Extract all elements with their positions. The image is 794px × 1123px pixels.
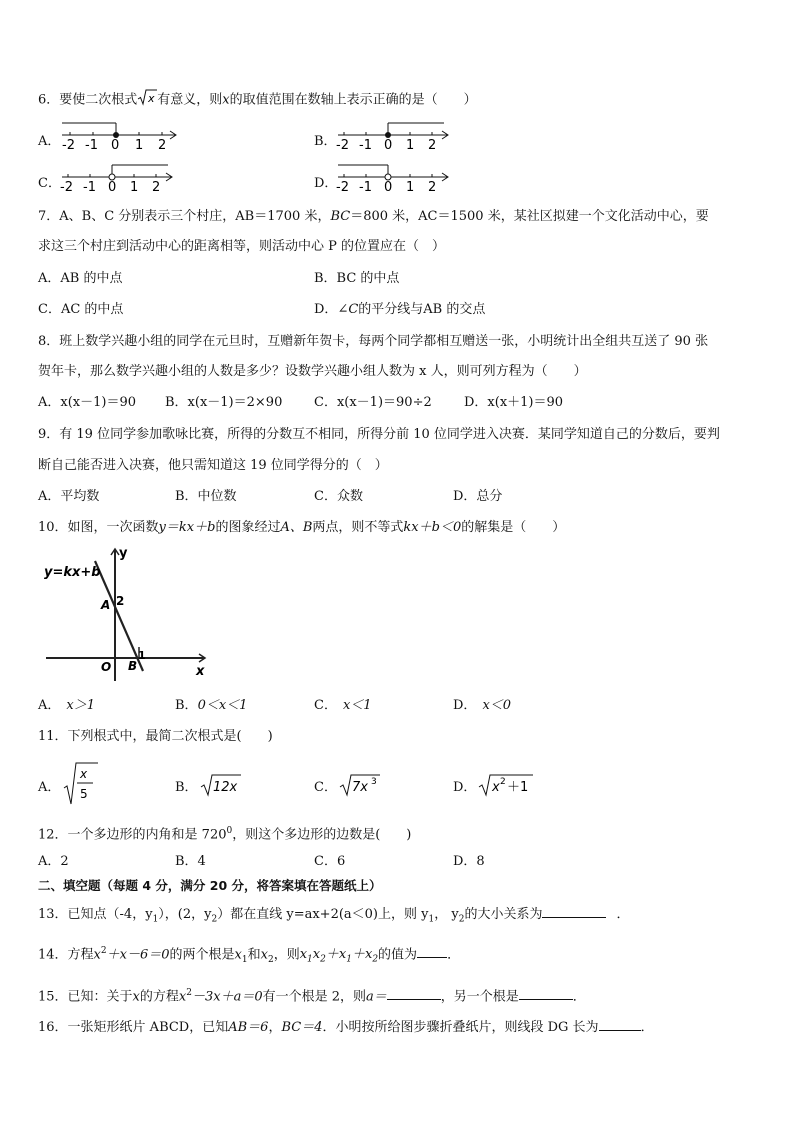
q12-option-b[interactable]: B．4 — [175, 854, 206, 869]
q10-text-mid2: 两点，则不等式 — [312, 520, 404, 535]
expr-x: x — [338, 947, 347, 963]
answer-blank[interactable] — [599, 1018, 641, 1031]
sqrt-7x3 — [338, 773, 382, 797]
q10-option-c[interactable] — [314, 697, 372, 715]
question-15 — [38, 984, 586, 1006]
exponent: 2 — [186, 988, 192, 998]
radicand-x: x — [492, 780, 500, 795]
q16-bc: BC＝4 — [281, 1020, 323, 1035]
q10-points: A、B — [280, 520, 313, 535]
q10-option-c-label: C． — [314, 698, 337, 713]
q10-option-a-label: A． — [38, 698, 61, 713]
tick-label: -2 — [62, 138, 75, 153]
question-16 — [38, 1018, 654, 1037]
question-12-stem — [38, 822, 411, 844]
q16-sep: ， — [268, 1020, 282, 1035]
option-a-label: A． — [38, 134, 61, 149]
q14-expression: $x_1x_2+x_1+x_2$ — [299, 947, 379, 965]
q11-option-b-label: B． — [175, 780, 198, 795]
q10-text-post: 的解集是（ ） — [461, 520, 566, 535]
q10-option-b-label: B． — [175, 698, 198, 713]
number-line-d — [336, 161, 458, 195]
tick-label: 0 — [384, 138, 393, 153]
y-axis-label: y — [119, 546, 128, 561]
expr-x: x — [299, 947, 308, 963]
q6-text-mid: 有意义，则 — [157, 92, 223, 108]
q7-option-a[interactable]: A．AB 的中点 — [38, 271, 123, 286]
sqrt-radicand: x — [148, 92, 155, 105]
q10-text-mid: 的图象经过 — [215, 520, 281, 535]
answer-blank-a[interactable] — [387, 987, 441, 1000]
q7-text: 7．A、B、C 分别表示三个村庄，AB＝1700 米， — [38, 209, 331, 224]
x-axis-label: x — [196, 664, 205, 679]
q7-option-b[interactable]: B．BC 的中点 — [314, 271, 400, 286]
function-line — [95, 561, 143, 671]
answer-blank[interactable] — [417, 945, 447, 958]
option-b-label: B． — [314, 134, 337, 149]
q10-option-a-text: x＞1 — [66, 698, 95, 713]
point-a-label: A — [101, 598, 111, 612]
number-line-b — [336, 119, 458, 153]
fraction-denominator: 5 — [80, 787, 88, 801]
x-intercept-value: 1 — [138, 649, 146, 662]
q10-option-d-text: x＜0 — [482, 698, 512, 713]
q8-option-c[interactable]: C．x(x－1)＝90÷2 — [314, 395, 432, 410]
question-11-stem: 11．下列根式中，最简二次根式是( ) — [38, 729, 273, 744]
tick-label: 2 — [428, 138, 437, 153]
q10-option-d[interactable] — [453, 697, 511, 715]
question-8-line1: 8．班上数学兴趣小组的同学在元旦时，互赠新年贺卡，每两个同学都相互赠送一张，小明统计出全组共互送了 90 张 — [38, 334, 709, 349]
q14-text-mid2: ，则 — [273, 947, 300, 963]
exponent: 3 — [371, 777, 377, 787]
q15-text-mid3: ，另一个根是 — [440, 989, 519, 1005]
q15-text-mid2: 有一个根是 2，则 — [262, 989, 367, 1005]
q10-option-a[interactable] — [38, 697, 95, 715]
q14-text-mid: 的两个根是 — [169, 947, 235, 963]
subscript: 1 — [346, 954, 352, 965]
q10-text: 10．如图，一次函数 — [38, 520, 159, 535]
q15-a-eq: a＝ — [366, 989, 387, 1005]
q13-period: ． — [616, 907, 630, 922]
tick-label: 2 — [158, 138, 167, 153]
q13-text-mid: ），(2，y — [158, 907, 212, 922]
origin-label: O — [101, 660, 112, 674]
option-a[interactable] — [38, 130, 60, 149]
q14-and: 和 — [247, 947, 261, 963]
q12-text-post: ，则这个多边形的边数是( ) — [232, 827, 412, 843]
q10-inequality: kx＋b＜0 — [403, 520, 462, 535]
q16-ab: AB＝6 — [228, 1020, 269, 1035]
q16-text: 16．一张矩形纸片 ABCD，已知 — [38, 1020, 229, 1035]
q15-text-mid: 的方程 — [139, 989, 179, 1005]
q7-option-d-label: D． — [314, 302, 338, 317]
question-8-line2: 贺年卡，那么数学兴趣小组的人数是多少？设数学兴趣小组人数为 x 人，则可列方程为（ ） — [38, 364, 587, 379]
answer-blank[interactable] — [542, 905, 606, 918]
question-10-stem — [38, 519, 565, 537]
q10-option-d-label: D． — [453, 698, 477, 713]
q14-x: x — [93, 947, 101, 963]
q13-text-post: 的大小关系为 — [464, 907, 543, 922]
question-7-line1 — [38, 208, 709, 226]
sqrt-x2-plus-1 — [477, 773, 535, 797]
q11-option-d-label: D． — [453, 780, 477, 795]
linear-function-graph — [40, 543, 215, 683]
subscript: 2 — [267, 954, 274, 965]
tick-label: -2 — [60, 180, 73, 195]
subscript: 2 — [458, 914, 465, 925]
subscript: 2 — [320, 954, 326, 965]
q8-option-a[interactable]: A．x(x－1)＝90 — [38, 395, 137, 410]
tick-label: -1 — [85, 138, 98, 153]
q12-option-d[interactable]: D．8 — [453, 854, 485, 869]
radicand: 7x — [352, 780, 368, 795]
point-b-label: B — [128, 659, 138, 673]
q16-period: ． — [640, 1020, 654, 1035]
section-heading: 二、填空题（每题 4 分，满分 20 分，将答案填在答题纸上） — [38, 878, 382, 893]
expr-x: x — [364, 947, 373, 963]
q14-x2: x — [260, 947, 268, 963]
q13-text-mid3: ， y — [434, 907, 459, 922]
q13-text-mid2: ）都在直线 y=ax+2(a＜0)上，则 y — [217, 907, 429, 922]
fraction-numerator: x — [80, 767, 88, 781]
q10-option-b-text: 0＜x＜1 — [197, 698, 248, 713]
exponent: 2 — [500, 777, 506, 787]
q7-text-b: ＝800 米，AC＝1500 米，某社区拟建一个文化活动中心，要 — [350, 209, 709, 224]
number-line-a — [60, 119, 182, 153]
q10-option-c-text: x＜1 — [342, 698, 372, 713]
question-9-line2: 断自己能否进入决赛，他只需知道这 19 位同学得分的（ ） — [38, 458, 388, 473]
q8-option-b[interactable]: B．x(x－1)＝2×90 — [165, 395, 283, 410]
sqrt-12x — [199, 773, 243, 797]
subscript: 1 — [307, 954, 313, 965]
subscript: 2 — [211, 914, 218, 925]
number-line-c — [60, 161, 182, 195]
q15-x: x — [178, 989, 187, 1005]
exponent: 2 — [100, 946, 107, 956]
question-9-line1: 9．有 19 位同学参加歌咏比赛，所得的分数互不相同，所得分前 10 位同学进入决赛．某同学知道自己的分数后，要判 — [38, 427, 720, 442]
q14-x1: x — [234, 947, 242, 963]
q9-option-a[interactable]: A．平均数 — [38, 489, 100, 504]
y-intercept-value: 2 — [116, 594, 125, 608]
tick-label: 0 — [108, 180, 117, 195]
angle-c: ∠C — [337, 302, 359, 317]
answer-blank-root[interactable] — [519, 987, 573, 1000]
q12-option-a[interactable]: A．2 — [38, 854, 69, 869]
q9-option-c[interactable]: C．众数 — [314, 489, 363, 504]
q11-option-c-label: C． — [314, 780, 337, 795]
sqrt-x — [137, 88, 157, 112]
option-c-label: C． — [38, 176, 61, 191]
line-label: y=kx+b — [44, 565, 101, 580]
tick-label: 1 — [135, 138, 144, 153]
question-7-line2: 求这三个村庄到活动中心的距离相等，则活动中心 P 的位置应在（ ） — [38, 239, 446, 254]
q14-equation: ＋x－6＝0 — [106, 947, 170, 963]
tick-label: -1 — [359, 180, 372, 195]
q7-option-d[interactable] — [314, 301, 485, 319]
q7-option-d-text: 的平分线与AB 的交点 — [358, 302, 486, 317]
degree-sup: 0 — [226, 826, 233, 836]
q11-option-a-label: A． — [38, 780, 61, 795]
q16-text-post: ．小明按所给图步骤折叠纸片，则线段 DG 长为 — [322, 1020, 599, 1035]
radicand: 12x — [213, 780, 238, 795]
sqrt-fraction — [62, 760, 102, 808]
tick-label: 1 — [406, 138, 415, 153]
q6-text-post: 的取值范围在数轴上表示正确的是（ ） — [229, 92, 477, 108]
option-d-label: D． — [314, 176, 338, 191]
tick-label: -1 — [83, 180, 96, 195]
q10-option-b[interactable] — [175, 697, 247, 715]
option-c[interactable] — [38, 172, 61, 191]
option-d[interactable] — [314, 172, 337, 191]
q7-bc: BC — [330, 209, 351, 224]
q14-text-end: 的值为 — [378, 947, 418, 963]
q15-text: 15．已知：关于 — [38, 989, 133, 1005]
expr-x: x — [312, 947, 321, 963]
q9-option-b[interactable]: B．中位数 — [175, 489, 237, 504]
q13-text: 13．已知点（-4，y — [38, 907, 153, 922]
q6-var: x — [222, 92, 230, 108]
tick-label: -1 — [359, 138, 372, 153]
q14-text: 14．方程 — [38, 947, 94, 963]
q14-period: ． — [447, 947, 461, 963]
q6-text: 6．要使二次根式 — [38, 92, 138, 108]
q15-period: ． — [572, 989, 586, 1005]
subscript: 1 — [152, 914, 159, 925]
question-14 — [38, 942, 460, 969]
q8-option-d[interactable]: D．x(x＋1)＝90 — [464, 395, 564, 410]
q9-option-d[interactable]: D．总分 — [453, 489, 503, 504]
tick-label: 0 — [384, 180, 393, 195]
subscript: 1 — [241, 954, 248, 965]
q15-equation: －3x＋a＝0 — [191, 989, 263, 1005]
q7-option-c[interactable]: C．AC 的中点 — [38, 302, 124, 317]
q12-text: 12．一个多边形的内角和是 720 — [38, 827, 227, 843]
q12-option-c[interactable]: C．6 — [314, 854, 346, 869]
subscript: 2 — [372, 954, 379, 965]
option-b[interactable] — [314, 130, 337, 149]
radicand-plus-one: ＋1 — [507, 780, 529, 795]
question-6-stem — [38, 88, 477, 112]
q15-var: x — [132, 989, 140, 1005]
subscript: 1 — [428, 914, 435, 925]
tick-label: -2 — [336, 138, 349, 153]
tick-label: -2 — [336, 180, 349, 195]
question-13 — [38, 905, 629, 929]
tick-label: 2 — [152, 180, 161, 195]
q10-func: y＝kx＋b — [158, 520, 216, 535]
tick-label: 1 — [406, 180, 415, 195]
tick-label: 1 — [130, 180, 139, 195]
tick-label: 0 — [111, 138, 120, 153]
tick-label: 2 — [428, 180, 437, 195]
